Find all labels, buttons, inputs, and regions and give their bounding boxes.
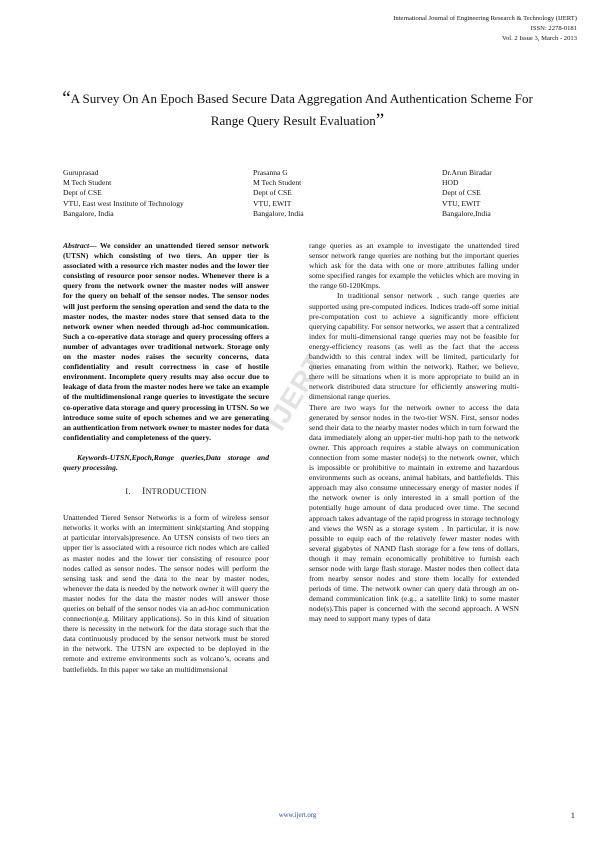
journal-header — [393, 14, 577, 43]
abstract — [63, 241, 269, 443]
author-3 — [442, 168, 492, 219]
left-column — [63, 241, 269, 675]
ijert-watermark: IJERT — [260, 347, 332, 436]
author-2-location: Bangalore, India — [253, 208, 304, 218]
author-2-dept: Dept of CSE — [253, 188, 292, 198]
page-number: 1 — [570, 810, 575, 820]
author-1-location: Bangalore, India — [63, 208, 114, 218]
footer-url: www.ijert.org — [278, 812, 317, 819]
journal-name: International Journal of Engineering Research & Technology (IJERT) — [393, 15, 577, 22]
title-close-quote: ” — [375, 110, 385, 131]
abstract-label: Abstract— — [63, 241, 97, 250]
section-first-letter: I — [142, 487, 146, 498]
author-2-role: M Tech Student — [253, 178, 302, 188]
section-heading-introduction — [63, 487, 269, 497]
journal-issn: ISSN: 2278-0181 — [530, 24, 577, 32]
right-column — [309, 241, 519, 625]
abstract-text: We consider an unattended tiered sensor network (UTSN) which consisting of two tiers. An upper tier is associated with a resource rich master nodes and the lower tier consisting of resource poor sensor nodes. Whenever there is a query from the network owner the master nodes will answer for the query on behalf of the sensor nodes. The sensor nodes will just perform the sensing operation and send the data to the master nodes, the master nodes store that sensed data to the network owner when needed through ad-hoc communication. Such a co-operative data storage and query processing offers a number of advantages over traditional network. Storage only on the master nodes raises the security concerns, data confidentiality and result correctness in case of hostile environment. Incomplete query results may also occur due to leakage of data from the master nodes here we take an example of the multidimensional range queries to investigate the secure co-operative data storage and query processing in UTSN. So we introduce some suite of epoch schemes and we are generating an authentication from network owner to master nodes for data confidentiality and completeness of the query. — [63, 241, 269, 442]
intro-paragraph-left: Unattended Tiered Sensor Networks is a form of wireless sensor networks it works with an intermittent sink(starting And stopping at particular intervals)presence. An UTSN consists of two tiers an upper tier is associated with a resource rich nodes which are called as master nodes and the lower tier consisting of resource poor nodes called as sensor nodes. The sensor nodes will perform the sensing task and send the data to the near by master nodes, whenever the data is needed by the network owner it will query the master nodes for the data the master nodes will answer those queries on behalf of the sensor nodes via an ad-hoc communication connection(e.g. Military applications). So in this kind of situation there is necessity in the network for the data storage such that the data continuously produced by the sensor network must be stored in the network. The UTSN are expected to be deployed in the remote and extreme environments such as volcano’s, oceans and battlefields. In this paper we take an multidimensional — [63, 513, 269, 674]
author-3-institute: VTU, EWIT — [442, 198, 481, 208]
author-2 — [253, 168, 304, 219]
title-open-quote: “ — [62, 88, 71, 109]
author-3-location: Bangalore,India — [442, 208, 491, 218]
section-title-rest: NTRODUCTION — [145, 487, 207, 497]
section-number: I. — [125, 487, 131, 497]
author-1-institute: VTU, East west Institute of Technology — [63, 198, 184, 208]
author-3-role: HOD — [442, 178, 459, 188]
author-3-name: Dr.Arun Biradar — [442, 168, 492, 177]
paper-title — [40, 88, 555, 132]
title-line-2: Range Query Result Evaluation — [210, 113, 376, 128]
right-paragraph-1: range queries as an example to investigate the unattended tired sensor network range queries are nothing but the important queries which ask for the data with one or more attributes falling under some specified ranges for example the vehicles which are moving in the range 60-120Kmps. — [309, 241, 519, 291]
author-2-institute: VTU, EWIT — [253, 198, 292, 208]
author-1-role: M Tech Student — [63, 178, 112, 188]
author-1-name: Guruprasad — [63, 168, 99, 177]
title-line-1: A Survey On An Epoch Based Secure Data Aggregation And Authentication Scheme For — [70, 91, 533, 106]
author-3-dept: Dept of CSE — [442, 188, 481, 198]
journal-volume: Vol. 2 Issue 3, March - 2013 — [502, 34, 577, 42]
author-1 — [63, 168, 184, 219]
author-1-dept: Dept of CSE — [63, 188, 102, 198]
keywords: Keywords-UTSN,Epoch,Range queries,Data storage and query processing. — [63, 452, 269, 472]
right-paragraph-2: In traditional sensor network , such range queries are supported using pre-computed indices. Indices trade-off some initial pre-computation cost to achieve a significantly more efficient querying capability. For sensor networks, we assert that a centralized index for multi-dimensional range queries may not be feasible for energy-efficiency reasons (as well as the fact that the access bandwidth to this central index will be limited, particularly for queries emanating from within the network). Rather, we believe, there will be situations when it is more appropriate to build an in network distributed data structure for efficiently answering multi-dimensional range queries. — [309, 291, 519, 402]
right-paragraph-3: There are two ways for the network owner to access the data generated by sensor nodes in the two-tier WSN. First, sensor nodes send their data to the nearby master nodes which in turn forward the data immediately along an upper-tier multi-hop path to the network owner. This approach requires a stable always on communication connection from some master node(s) to the network owner, which is impossible or prohibitive to maintain in extreme and hazardous environments such as oceans, animal habitats, and battlefields. This approach may also consume unnecessary energy of master nodes if the network owner is only interested in a small portion of the potentially huge amount of data produced over time. The second approach takes advantage of the rapid progress in storage technology and views the WSN as a storage system . In particular, it is now possible to equip each of the relatively fewer master nodes with several gigabytes of NAND flash storage for a few tens of dollars, though it may remain economically prohibitive to furnish each sensor node with large flash storage. Master nodes then collect data from nearby sensor nodes and store them locally for extended periods of time. The network owner can query data through an on-demand communication link (e.g., a satellite link) to some master node(s).This paper is concerned with the second approach. A WSN may need to support many types of data — [309, 402, 519, 624]
author-2-name: Prasanna G — [253, 168, 288, 177]
